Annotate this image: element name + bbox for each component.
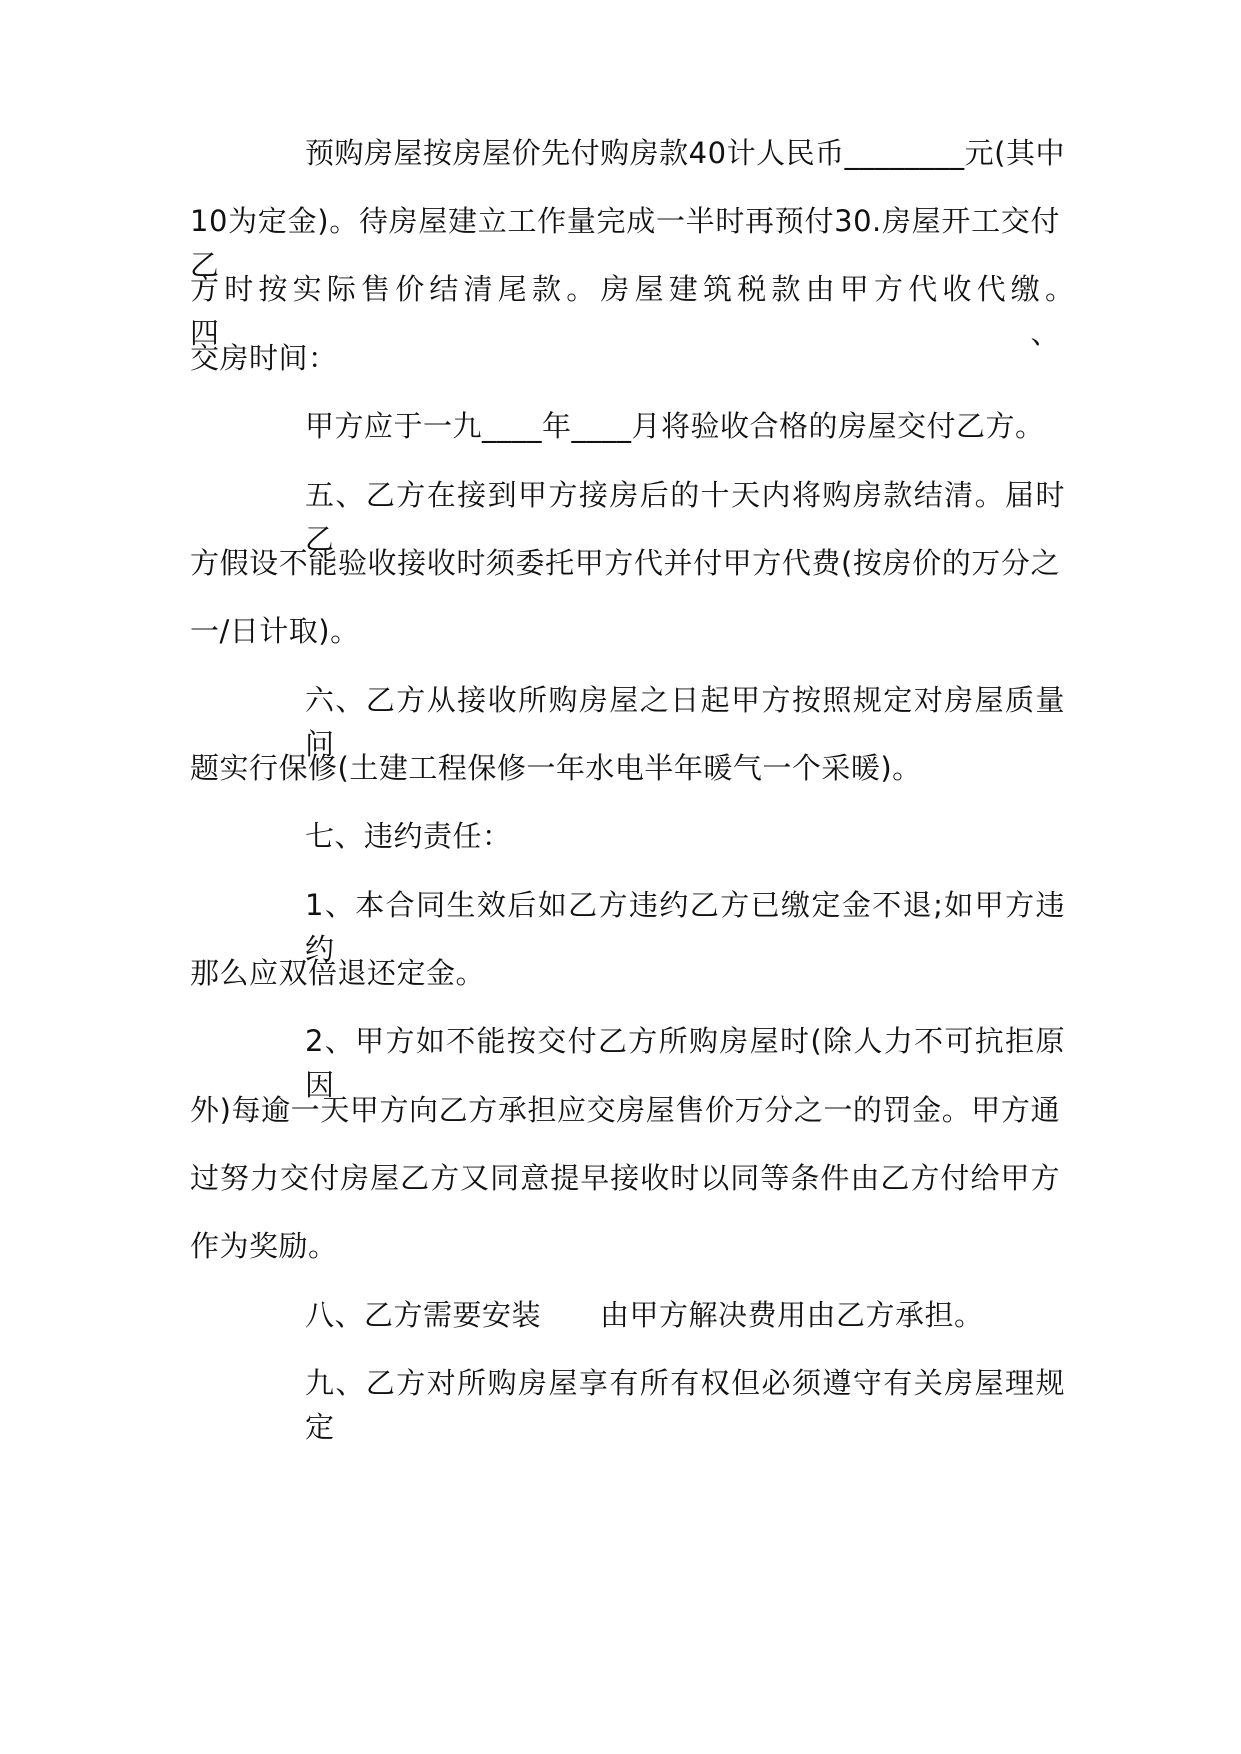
text-line: 作为奖励。 [190,1229,338,1263]
text-line: 交房时间： [190,341,338,375]
text-line: 题实行保修(土建工程保修一年水电半年暖气一个采暖)。 [190,751,922,785]
text-line: 八、乙方需要安装 由甲方解决费用由乙方承担。 [305,1298,984,1332]
text-line: 方时按实际售价结清尾款。房屋建筑税款由甲方代收代缴。 四、 [190,272,1149,350]
text-line: 过努力交付房屋乙方又同意提早接收时以同等条件由乙方付给甲方 [190,1161,1060,1195]
text-line: 七、违约责任： [305,819,512,853]
text-line: 10为定金)。待房屋建立工作量完成一半时再预付30.房屋开工交付乙 [190,204,1060,282]
text-line: 2、甲方如不能按交付乙方所购房屋时(除人力不可抗拒原因 [305,1024,1065,1102]
text-line: 预购房屋按房屋价先付购房款40计人民币________元(其中 [305,136,1065,170]
text-line: 五、乙方在接到甲方接房后的十天内将购房款结清。届时乙 [305,478,1065,556]
text-line: 六、乙方从接收所购房屋之日起甲方按照规定对房屋质量问 [305,683,1065,761]
text-line: 外)每逾一天甲方向乙方承担应交房屋售价万分之一的罚金。甲方通 [190,1093,1060,1127]
text-line: 甲方应于一九____年____月将验收合格的房屋交付乙方。 [305,409,1045,443]
text-line: 九、乙方对所购房屋享有所有权但必须遵守有关房屋理规定 [305,1366,1065,1444]
text-line: 那么应双倍退还定金。 [190,956,486,990]
text-line: 1、本合同生效后如乙方违约乙方已缴定金不退;如甲方违约 [305,888,1065,966]
text-line: 方假设不能验收接收时须委托甲方代并付甲方代费(按房价的万分之 [190,546,1060,580]
text-line: 一/日计取)。 [190,614,360,648]
